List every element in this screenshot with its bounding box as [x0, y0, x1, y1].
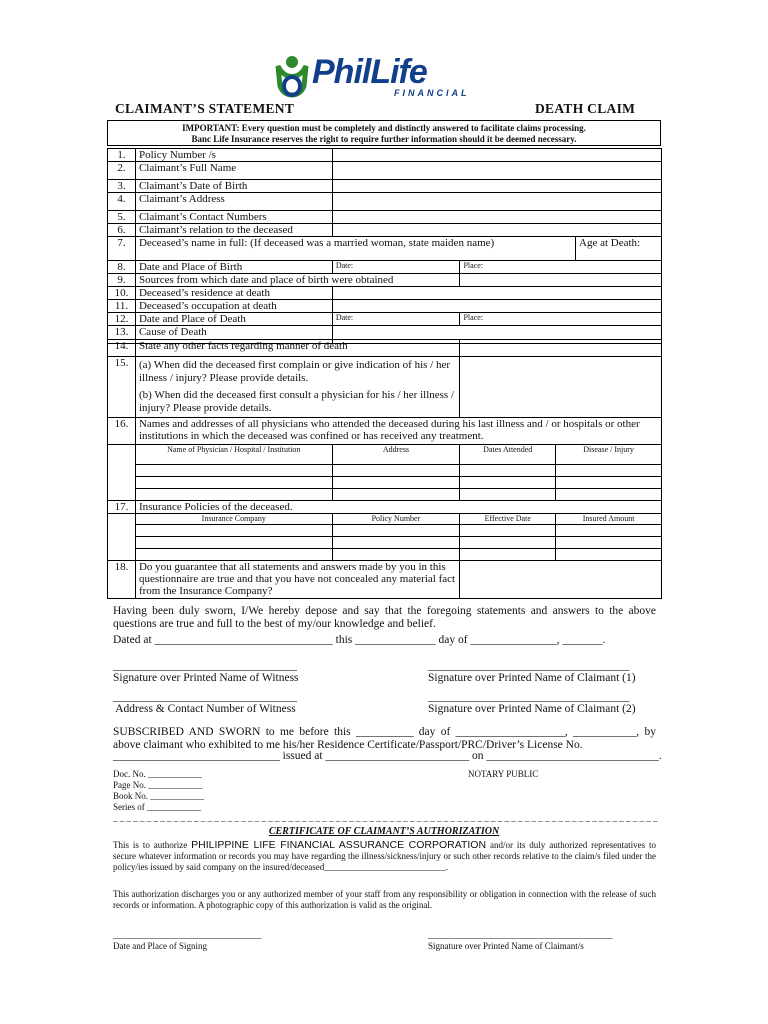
physician-cell[interactable]: [135, 465, 332, 477]
row-label-cause: Cause of Death: [135, 326, 332, 344]
company-cell[interactable]: [135, 525, 332, 537]
dates-cell[interactable]: [460, 489, 556, 501]
policy-cell[interactable]: [332, 525, 460, 537]
claimant-signature-line[interactable]: _________________________________________: [428, 930, 613, 940]
certificate-paragraph-2: This authorization discharges you or any authorized member of your staff from any responsibility or obligation in connection with the release of such records or information. A photographic copy of this authorization is valid as the original.: [113, 889, 656, 910]
disease-cell[interactable]: [556, 477, 662, 489]
row-num: 8.: [108, 261, 136, 274]
residence-field[interactable]: [332, 287, 661, 300]
policy-cell[interactable]: [332, 549, 460, 561]
oath-text: Having been duly sworn, I/We hereby depose and say that the foregoing statements and answers to the above questions are true and full to the best of my/our knowledge and belief.: [113, 605, 656, 630]
birth-date-field[interactable]: Date:: [332, 261, 460, 274]
dates-cell[interactable]: [460, 477, 556, 489]
page-no: Page No. ____________: [113, 780, 203, 790]
row-label-first-complaint: [135, 357, 459, 418]
physician-cell[interactable]: [135, 477, 332, 489]
row-num: 9.: [108, 274, 136, 287]
certificate-title: CERTIFICATE OF CLAIMANT’S AUTHORIZATION: [268, 826, 500, 837]
col-header-physician: Name of Physician / Hospital / Institution: [135, 445, 332, 465]
row-label-physicians: Names and addresses of all physicians who attended the deceased during his last illness and / or hospitals or other institutions in which the deceased was confined or has received any treatment.: [135, 418, 661, 445]
occupation-field[interactable]: [332, 300, 661, 313]
address-cell[interactable]: [332, 465, 460, 477]
col-header-address: Address: [332, 445, 460, 465]
claimant-contact-field[interactable]: [332, 211, 661, 224]
row-label-claimant-name: Claimant’s Full Name: [135, 162, 332, 180]
row-spacer: [108, 445, 136, 501]
authorize-intro: This is to authorize: [113, 840, 188, 850]
row-label-guarantee: Do you guarantee that all statements and answers made by you in this questionnaire are true and that you have not concealed any material fact from the Insurance Company?: [135, 561, 459, 599]
birth-sources-field[interactable]: [460, 274, 662, 287]
claimant-relation-field[interactable]: [332, 224, 661, 237]
death-place-field[interactable]: Place:: [460, 313, 662, 326]
col-header-effective-date: Effective Date: [460, 514, 556, 525]
guarantee-field[interactable]: [460, 561, 662, 599]
claimant2-signature-line[interactable]: ___________________________________: [428, 691, 630, 703]
row-label-claimant-relation: Claimant’s relation to the deceased: [135, 224, 332, 237]
row-label-claimant-contact: Claimant’s Contact Numbers: [135, 211, 332, 224]
row-num: 3.: [108, 180, 136, 193]
col-header-insurance-company: Insurance Company: [135, 514, 332, 525]
notary-issued-line: _____________________________ issued at _________________________ on ______________________________.: [113, 750, 662, 762]
row-num: 16.: [108, 418, 136, 445]
row-label-deceased-name: Deceased’s name in full: (If deceased was a married woman, state maiden name): [135, 237, 575, 261]
claimant1-signature-line[interactable]: ___________________________________: [428, 660, 630, 672]
company-cell[interactable]: [135, 537, 332, 549]
row-label-claimant-address: Claimant’s Address: [135, 193, 332, 211]
witness-signature-label: Signature over Printed Name of Witness: [113, 672, 299, 684]
amount-cell[interactable]: [556, 549, 662, 561]
authorize-body: and/or its duly authorized representatives to secure whatever information or records you may have regarding the illness/sickness/injury or such other records relative to the claim/s filed under the policy/ies issued by said company on the insured/deceased___________________________.: [113, 840, 656, 872]
col-header-insured-amount: Insured Amount: [556, 514, 662, 525]
row-label-other-facts: State any other facts regarding manner of death: [135, 340, 459, 357]
logo-sub-text: FINANCIAL: [394, 88, 470, 98]
other-facts-field[interactable]: [460, 340, 662, 357]
row-num: 1.: [108, 149, 136, 162]
physician-cell[interactable]: [135, 489, 332, 501]
witness-address-line[interactable]: ________________________________: [113, 691, 297, 703]
row-label-death: Date and Place of Death: [135, 313, 332, 326]
doc-no: Doc. No. ____________: [113, 769, 202, 779]
witness-signature-line[interactable]: ________________________________: [113, 660, 297, 672]
logo-figure-icon: [274, 52, 310, 100]
company-cell[interactable]: [135, 549, 332, 561]
cut-divider: _ _ _ _ _ _ _ _ _ _ _ _ _ _ _ _ _ _ _ _ _ _ _ _ _ _ _ _ _ _ _ _ _ _ _ _ _ _ _ _ _ _ _ _ _ _ _ _ _ _ _ _ _ _ _ _ _ _ _ _ _ _ _ _ _ _ _ _ _ _ _ _ _ _ _ _ _ _ _ _ _: [113, 813, 658, 823]
series-of: Series of ____________: [113, 802, 201, 812]
row-num: 4.: [108, 193, 136, 211]
death-date-field[interactable]: Date:: [332, 313, 460, 326]
row-num: 6.: [108, 224, 136, 237]
row-num: 7.: [108, 237, 136, 261]
row-label-occupation: Deceased’s occupation at death: [135, 300, 332, 313]
claimant-name-field[interactable]: [332, 162, 661, 180]
row-label-claimant-dob: Claimant’s Date of Birth: [135, 180, 332, 193]
policy-cell[interactable]: [332, 537, 460, 549]
effective-date-cell[interactable]: [460, 525, 556, 537]
policy-number-field[interactable]: [332, 149, 661, 162]
dated-at-line: Dated at _______________________________ this ______________ day of _______________, _______.: [113, 634, 606, 646]
row-num: 18.: [108, 561, 136, 599]
claimant1-signature-label: Signature over Printed Name of Claimant (1): [428, 672, 636, 684]
row-label-birth: Date and Place of Birth: [135, 261, 332, 274]
disease-cell[interactable]: [556, 489, 662, 501]
philife-logo: [272, 50, 496, 102]
row-label-residence: Deceased’s residence at death: [135, 287, 332, 300]
claimant2-signature-label: Signature over Printed Name of Claimant (2): [428, 703, 636, 715]
row-spacer: [108, 514, 136, 561]
col-header-policy-number: Policy Number: [332, 514, 460, 525]
amount-cell[interactable]: [556, 537, 662, 549]
claimant-signature-label: Signature over Printed Name of Claimant/s: [428, 941, 584, 951]
question-15b: (b) When did the deceased first consult a physician for his / her illness / injury? Please provide details.: [138, 389, 455, 414]
date-place-signing-line[interactable]: _________________________________: [113, 930, 262, 940]
row-num: 15.: [108, 357, 136, 418]
col-header-disease: Disease / Injury: [556, 445, 662, 465]
address-cell[interactable]: [332, 477, 460, 489]
important-line-2: Banc Life Insurance reserves the right to require further information should it be deemed necessary.: [191, 134, 577, 144]
row-num: 2.: [108, 162, 136, 180]
row-label-birth-sources: Sources from which date and place of birth were obtained: [135, 274, 459, 287]
first-complaint-field[interactable]: [460, 357, 662, 418]
logo-brand-text: PhilLife: [312, 53, 427, 91]
date-place-signing-label: Date and Place of Signing: [113, 941, 207, 951]
row-num: 5.: [108, 211, 136, 224]
claimant-info-table: [107, 148, 662, 344]
form-title: CLAIMANT’S STATEMENT: [115, 101, 295, 116]
important-notice: [107, 120, 661, 146]
disease-cell[interactable]: [556, 465, 662, 477]
certificate-paragraph-1: [113, 840, 656, 873]
row-num: 13.: [108, 326, 136, 344]
row-num: 12.: [108, 313, 136, 326]
notary-public-label: NOTARY PUBLIC: [468, 769, 539, 779]
age-at-death-field[interactable]: Age at Death:: [576, 237, 662, 261]
row-label-policy-number: Policy Number /s: [135, 149, 332, 162]
row-num: 14.: [108, 340, 136, 357]
deceased-details-table: [107, 339, 662, 599]
question-15a: (a) When did the deceased first complain or give indication of his / her illness / injury? Please provide details.: [138, 359, 451, 384]
effective-date-cell[interactable]: [460, 549, 556, 561]
row-num: 10.: [108, 287, 136, 300]
claim-type-title: DEATH CLAIM: [535, 101, 636, 116]
important-line-1: IMPORTANT: Every question must be completely and distinctly answered to facilitate claims processing.: [182, 123, 586, 133]
effective-date-cell[interactable]: [460, 537, 556, 549]
birth-place-field[interactable]: Place:: [460, 261, 662, 274]
row-num: 11.: [108, 300, 136, 313]
dates-cell[interactable]: [460, 465, 556, 477]
notary-text: SUBSCRIBED AND SWORN to me before this __________ day of ___________________, ___________, by above claimant who exhibited to me his/her Residence Certificate/Passport/PRC/Driver’s License No.: [113, 726, 656, 751]
witness-address-label: Address & Contact Number of Witness: [113, 703, 296, 715]
claimant-address-field[interactable]: [332, 193, 661, 211]
book-no: Book No. ____________: [113, 791, 205, 801]
company-name: PHILIPPINE LIFE FINANCIAL ASSURANCE CORPORATION: [191, 839, 487, 851]
col-header-dates-attended: Dates Attended: [460, 445, 556, 465]
amount-cell[interactable]: [556, 525, 662, 537]
address-cell[interactable]: [332, 489, 460, 501]
row-label-policies: Insurance Policies of the deceased.: [135, 501, 661, 514]
claimant-dob-field[interactable]: [332, 180, 661, 193]
row-num: 17.: [108, 501, 136, 514]
